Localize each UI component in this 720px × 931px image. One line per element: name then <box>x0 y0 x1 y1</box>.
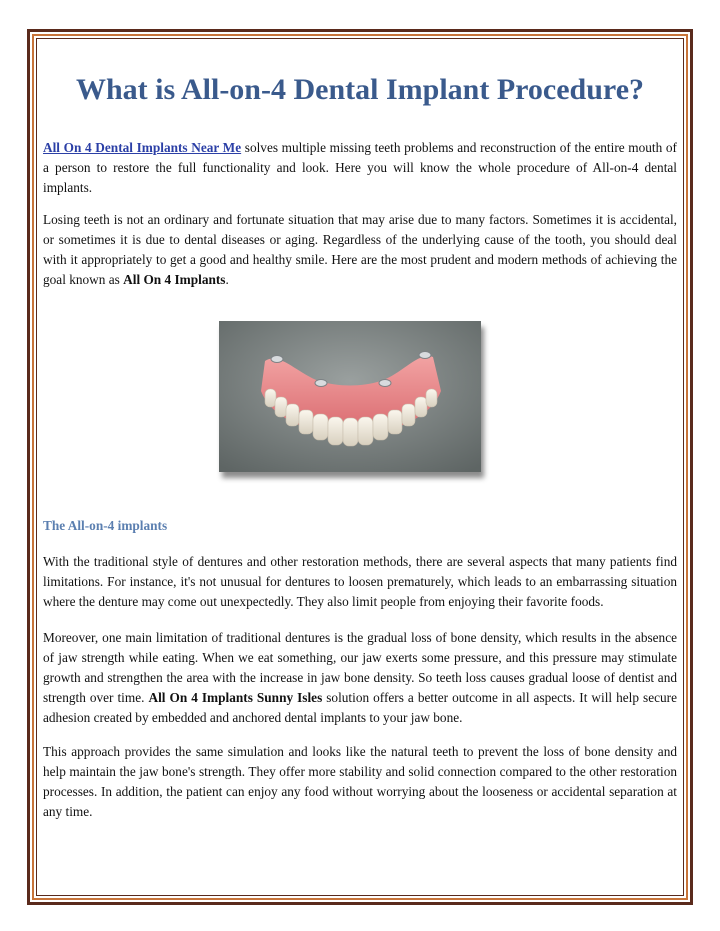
bone-density-text: Moreover, one main limitation of traditional dentures is the gradual loss of bone density, which results in the absence of jaw strength while eating. When we eat something, our jaw exerts some pressure, and this pressure may stimulate growth and strengthen the area with the increase in jaw bone density. So teeth loss causes gradual loose of dentist and strength over time. <box>43 630 677 705</box>
section-heading: The All-on-4 implants <box>43 518 168 533</box>
approach-paragraph: This approach provides the same simulation and looks like the natural teeth to prevent the loss of bone density and help maintain the jaw bone's strength. They offer more stability and solid connection compared to the other restoration processes. In addition, the patient can enjoy any food without worrying about the looseness or accidental separation at any time. <box>43 744 677 819</box>
document-body <box>43 38 677 822</box>
traditional-dentures-paragraph: With the traditional style of dentures and other restoration methods, there are several aspects that many patients find limitations. For instance, it's not unusual for dentures to loosen prematurely, which leads to an embarrassing situation where the denture may come out unexpectedly. They also limit people from enjoying their favorite foods. <box>43 554 677 609</box>
page-title: What is All-on-4 Dental Implant Procedure? <box>75 73 645 106</box>
implants-near-me-link[interactable]: All On 4 Dental Implants Near Me <box>43 140 242 155</box>
all-on-4-bold: All On 4 Implants <box>123 272 226 287</box>
sunny-isles-bold: All On 4 Implants Sunny Isles <box>148 690 323 705</box>
intro-paragraph <box>43 138 677 198</box>
bone-density-end: solution offers a better outcome in all aspects. It will help secure adhesion created by embedded and anchored dental implants to your jaw bone. <box>43 690 677 725</box>
denture-illustration <box>219 321 481 472</box>
losing-teeth-paragraph <box>43 210 677 290</box>
losing-teeth-text: Losing teeth is not an ordinary and fortunate situation that may arise due to many factors. Sometimes it is accidental, or sometimes it is due to dental diseases or aging. Regardless of the underlying cause of the tooth, you should deal with it appropriately to get a good and healthy smile. Here are the most prudent and modern methods of achieving the goal known as <box>43 212 677 287</box>
denture-image <box>219 321 481 472</box>
losing-teeth-end: . <box>225 272 229 287</box>
bone-density-paragraph <box>43 628 677 728</box>
intro-text: solves multiple missing teeth problems and reconstruction of the entire mouth of a person to restore the full functionality and look. Here you will know the whole procedure of All-on-4 dental implants. <box>43 140 677 195</box>
